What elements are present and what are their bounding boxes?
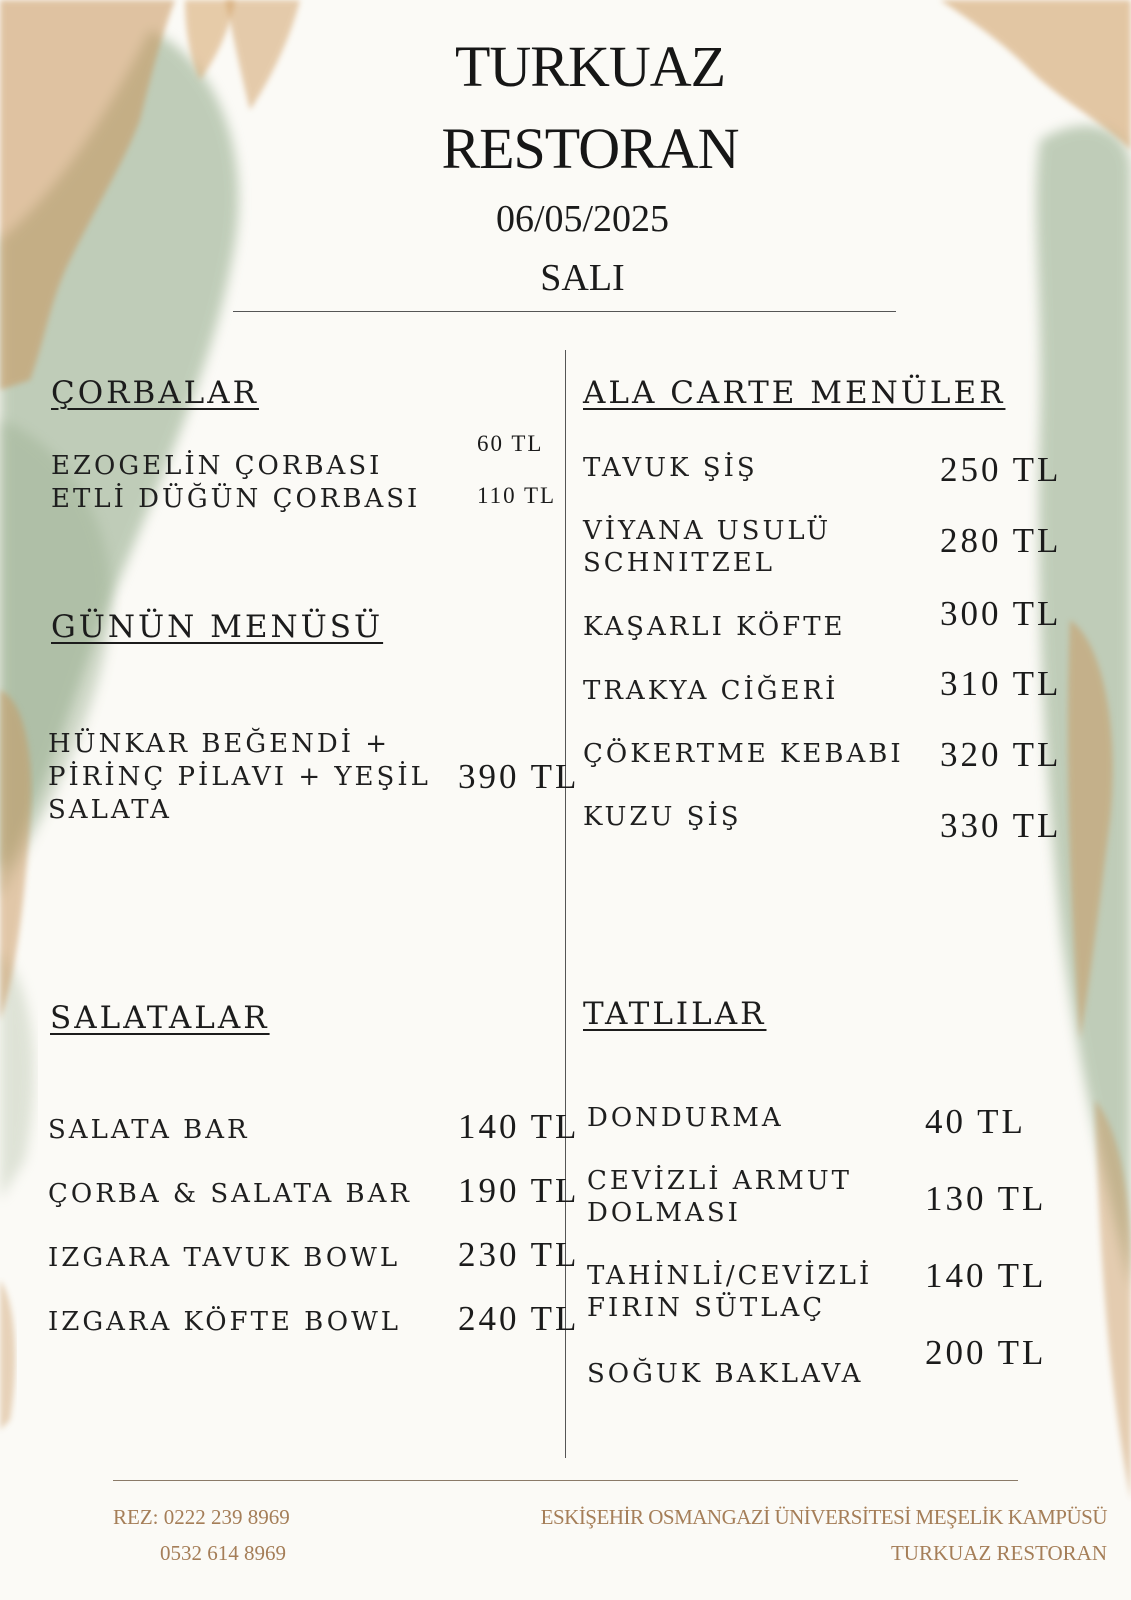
column-divider	[565, 350, 566, 1458]
footer-divider	[113, 1480, 1018, 1481]
price-cevizli-armut: 130 TL	[925, 1179, 1047, 1218]
price-sutlac: 140 TL	[925, 1256, 1047, 1295]
restaurant-name-line1: TURKUAZ	[454, 34, 726, 99]
menu-item-sutlac-line1: TAHİNLİ/CEVİZLİ	[587, 1261, 873, 1291]
price-soguk-baklava: 200 TL	[925, 1333, 1047, 1372]
menu-item-izgara-tavuk-bowl: IZGARA TAVUK BOWL	[48, 1243, 401, 1273]
section-heading-gunun-menusu: GÜNÜN MENÜSÜ	[51, 609, 384, 645]
price-ezogelin: 60 TL	[477, 431, 544, 456]
menu-item-gunun-line2: PİRİNÇ PİLAVI + YEŞİL	[48, 762, 431, 792]
price-trakya-cigeri: 310 TL	[940, 664, 1062, 703]
header-divider	[233, 311, 896, 312]
price-salata-bar: 140 TL	[458, 1107, 580, 1146]
menu-item-kuzu-sis: KUZU ŞİŞ	[583, 802, 742, 832]
menu-item-cevizli-armut-line2: DOLMASI	[587, 1198, 741, 1228]
price-viyana-schnitzel: 280 TL	[940, 521, 1062, 560]
menu-item-viyana-line2: SCHNITZEL	[583, 548, 776, 578]
menu-item-etli-dugun: ETLİ DÜĞÜN ÇORBASI	[51, 484, 421, 514]
menu-item-izgara-kofte-bowl: IZGARA KÖFTE BOWL	[48, 1307, 402, 1337]
menu-item-dondurma: DONDURMA	[587, 1103, 784, 1133]
section-heading-salatalar: SALATALAR	[50, 1000, 270, 1036]
menu-item-viyana-line1: VİYANA USULÜ	[583, 516, 832, 546]
price-dondurma: 40 TL	[925, 1102, 1026, 1141]
price-gunun-menusu: 390 TL	[458, 757, 580, 796]
menu-item-sutlac-line2: FIRIN SÜTLAÇ	[587, 1293, 826, 1323]
menu-item-gunun-line3: SALATA	[48, 795, 172, 825]
menu-item-kasarli-kofte: KAŞARLI KÖFTE	[583, 612, 846, 642]
footer-address: ESKİŞEHİR OSMANGAZİ ÜNİVERSİTESİ MEŞELİK KAMPÜSÜ	[540, 1505, 1107, 1529]
menu-item-ezogelin: EZOGELİN ÇORBASI	[51, 451, 383, 481]
section-heading-corbalar: ÇORBALAR	[51, 375, 259, 411]
price-kasarli-kofte: 300 TL	[940, 594, 1062, 633]
price-cokertme-kebabi: 320 TL	[940, 735, 1062, 774]
restaurant-name-line2: RESTORAN	[441, 116, 739, 181]
menu-date: 06/05/2025	[495, 198, 670, 240]
section-heading-tatlilar: TATLILAR	[583, 996, 767, 1032]
price-izgara-kofte-bowl: 240 TL	[458, 1299, 580, 1338]
menu-item-cevizli-armut-line1: CEVİZLİ ARMUT	[587, 1166, 853, 1196]
menu-day: SALI	[540, 257, 625, 299]
footer-phone-1: REZ: 0222 239 8969	[113, 1505, 290, 1529]
price-etli-dugun: 110 TL	[477, 483, 557, 508]
menu-item-trakya-cigeri: TRAKYA CİĞERİ	[583, 676, 839, 706]
price-corba-salata-bar: 190 TL	[458, 1171, 580, 1210]
price-tavuk-sis: 250 TL	[940, 450, 1062, 489]
price-kuzu-sis: 330 TL	[940, 806, 1062, 845]
menu-item-soguk-baklava: SOĞUK BAKLAVA	[587, 1359, 864, 1389]
footer-restaurant-name: TURKUAZ RESTORAN	[890, 1541, 1107, 1565]
footer-phone-2: 0532 614 8969	[160, 1541, 286, 1565]
section-heading-ala-carte: ALA CARTE MENÜLER	[583, 375, 1006, 411]
menu-item-tavuk-sis: TAVUK ŞİŞ	[583, 453, 758, 483]
menu-item-cokertme-kebabi: ÇÖKERTME KEBABI	[583, 739, 904, 769]
menu-item-salata-bar: SALATA BAR	[48, 1115, 250, 1145]
price-izgara-tavuk-bowl: 230 TL	[458, 1235, 580, 1274]
menu-item-corba-salata-bar: ÇORBA & SALATA BAR	[48, 1179, 412, 1209]
menu-item-gunun-line1: HÜNKAR BEĞENDİ +	[48, 729, 391, 759]
